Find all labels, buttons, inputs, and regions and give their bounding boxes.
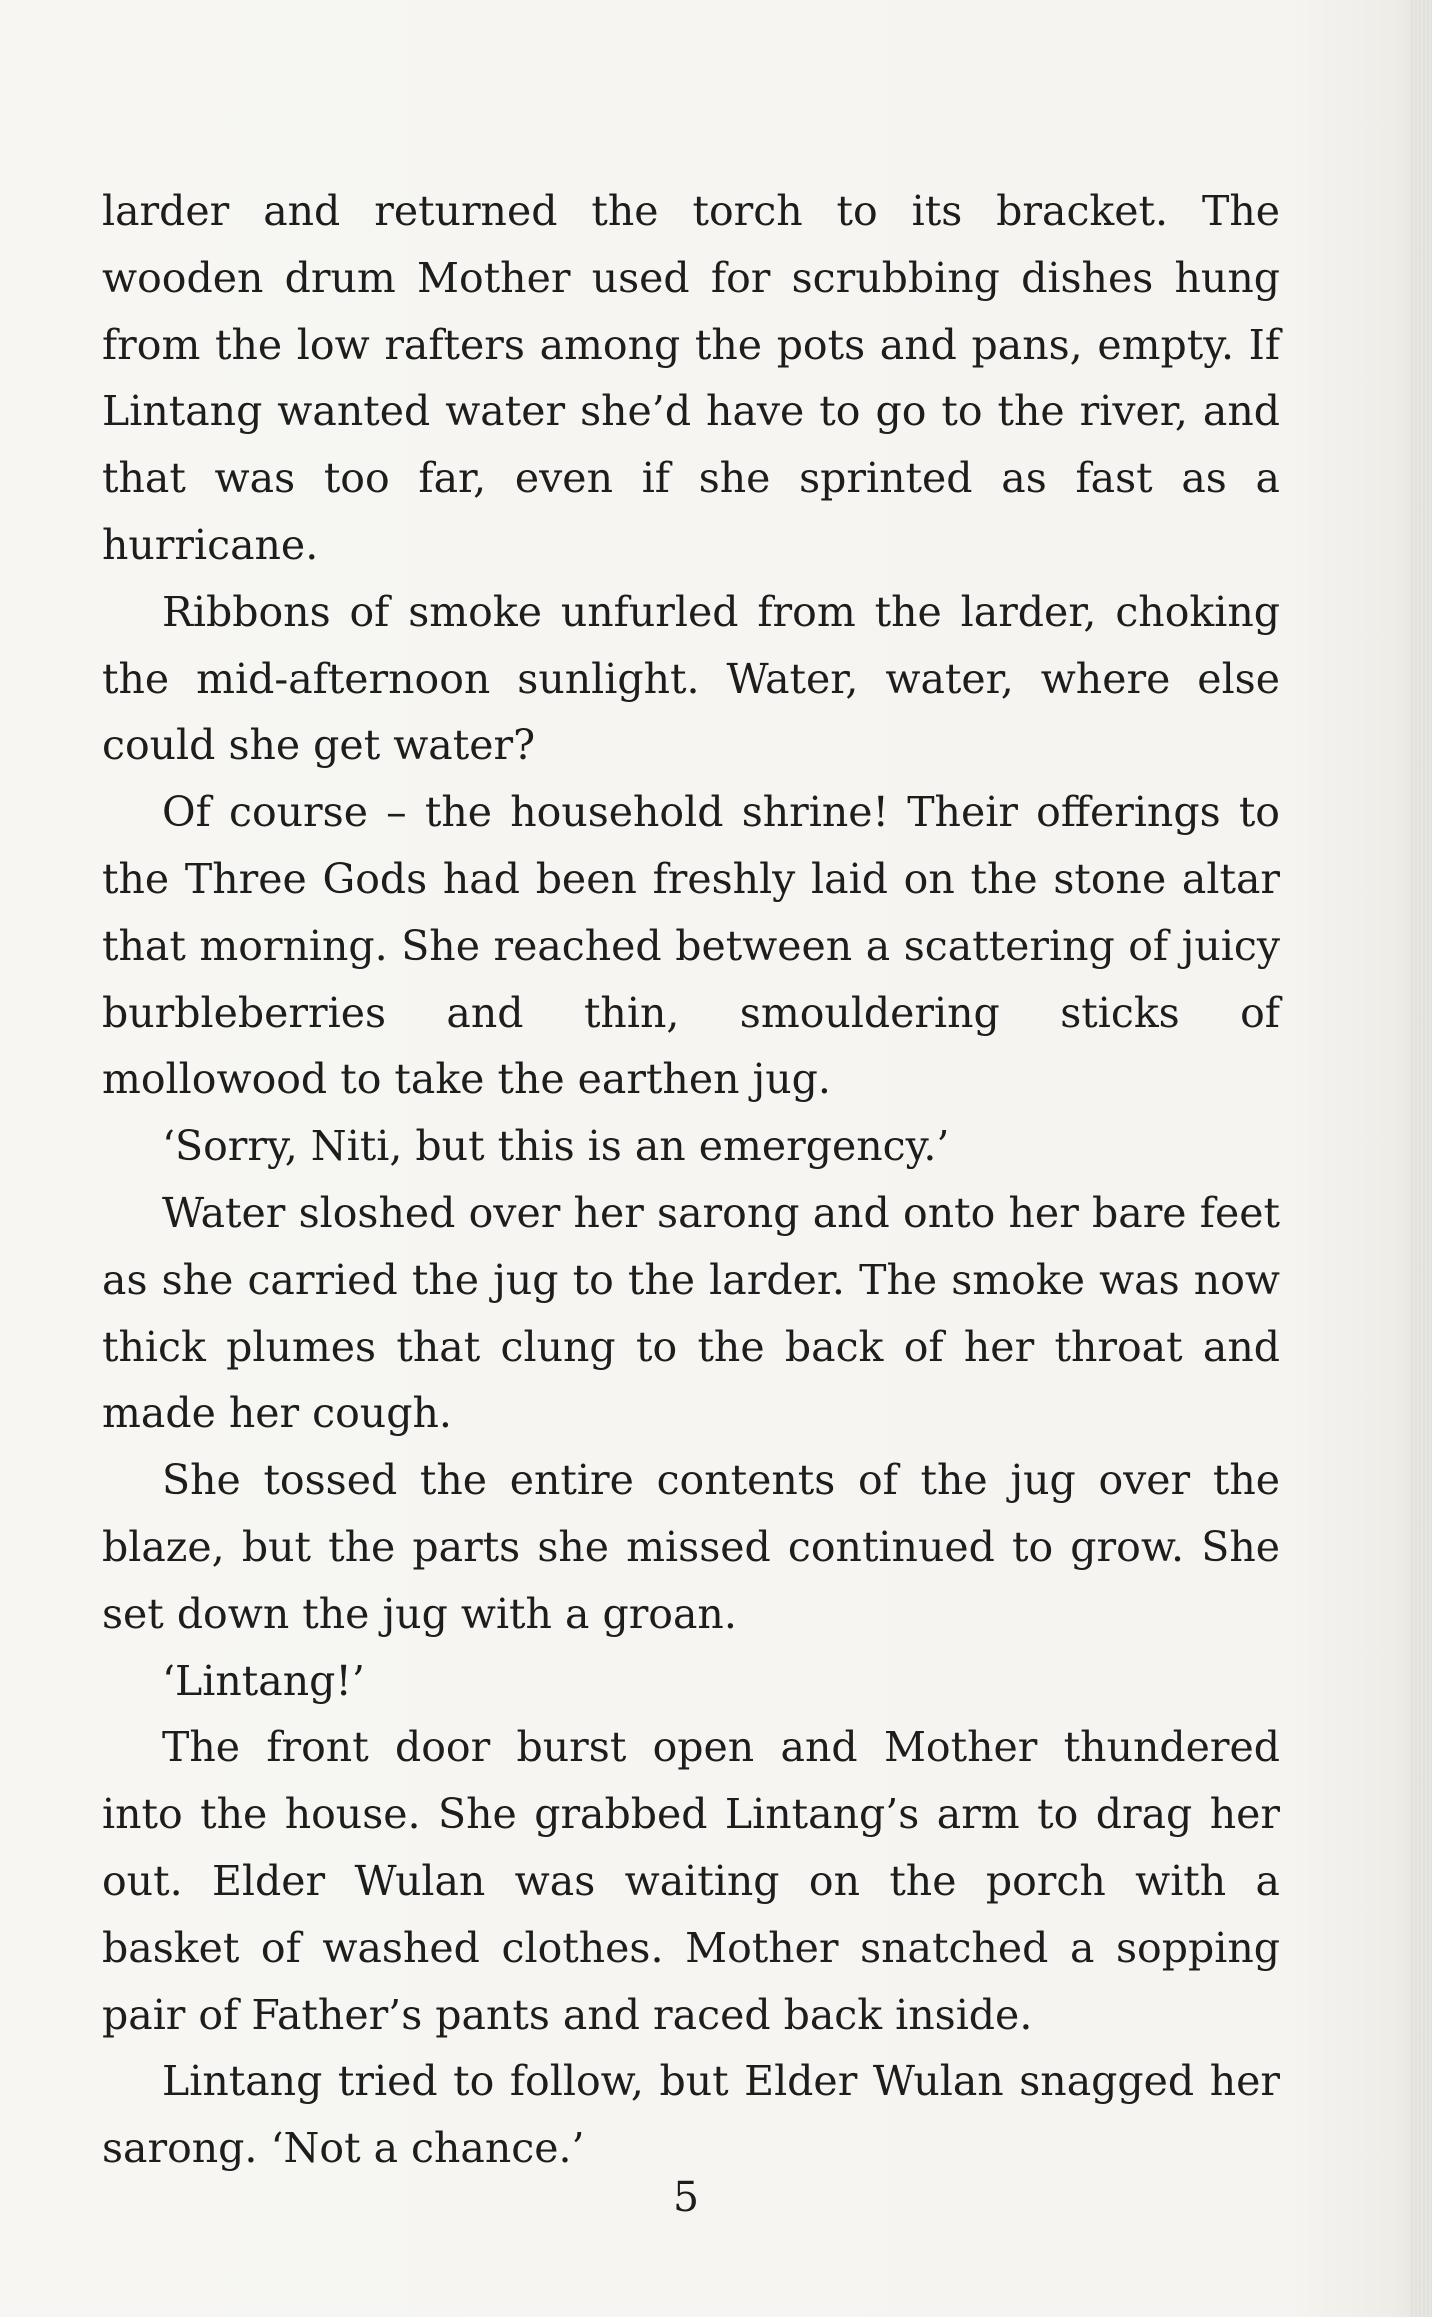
paragraph: ‘Lintang!’ [162, 1656, 365, 1705]
body-text [102, 178, 1280, 2182]
page-number: 5 [672, 2173, 700, 2221]
paragraph: The front door burst open and Mother thundered into the house. She grabbed Lintang’s arm to drag her out. Elder Wulan was waiting on the porch with a basket of washed clothes. Mother snatched a sopping pair of Father’s pants and raced back inside. [102, 1723, 1280, 2039]
paragraph: Ribbons of smoke unfurled from the larder, choking the mid-afternoon sunlight. Water, water, where else could she get water? [102, 587, 1280, 770]
paragraph: She tossed the entire contents of the jug over the blaze, but the parts she missed continued to grow. She set down the jug with a groan. [102, 1456, 1280, 1638]
paragraph: Lintang tried to follow, but Elder Wulan snagged her sarong. ‘Not a chance.’ [102, 2057, 1280, 2173]
paragraph: Water sloshed over her sarong and onto her bare feet as she carried the jug to the larder. The smoke was now thick plumes that clung to the back of her throat and made her cough. [102, 1188, 1280, 1438]
page-edge [1410, 0, 1432, 2317]
paragraph: ‘Sorry, Niti, but this is an emergency.’ [162, 1122, 950, 1171]
paragraph: larder and returned the torch to its bracket. The wooden drum Mother used for scrubbing dishes hung from the low rafters among the pots and pans, empty. If Lintang wanted water she’d have to go to the river, and that was too far, even if she sprinted as fast as a hurricane. [102, 187, 1280, 569]
paragraph: Of course – the household shrine! Their offerings to the Three Gods had been freshly laid on the stone altar that morning. She reached between a scattering of juicy burbleberries and thin, smouldering sticks of mollowood to take the earthen jug. [102, 788, 1280, 1104]
